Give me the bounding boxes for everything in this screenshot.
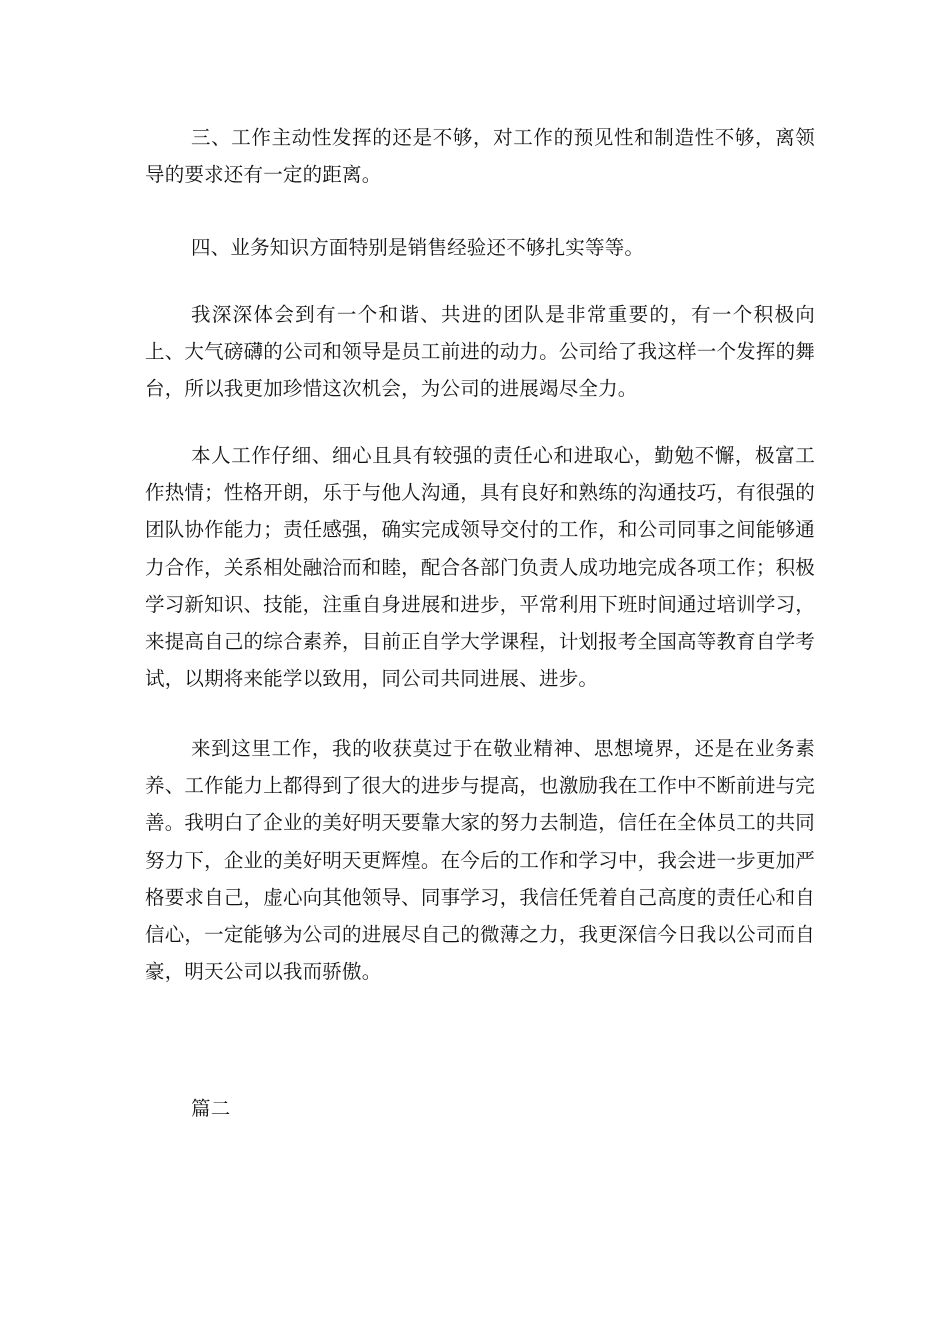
paragraph-business-knowledge: 四、业务知识方面特别是销售经验还不够扎实等等。 — [191, 236, 645, 259]
paragraph-self-assessment: 本人工作仔细、细心且具有较强的责任心和进取心，勤勉不懈，极富工作热情；性格开朗，乐于与他人沟通，具有良好和熟练的沟通技巧，有很强的团队协作能力；责任感强，确实完成领导交付的工作，和公司同事之间能够通力合作，关系相处融洽而和睦，配合各部门负责人成功地完成各项工作；积极学习新知识、技能，注重自身进展和进步，平常利用下班时间通过培训学习，来提高自己的综合素养，目前正自学大学课程，计划报考全国高等教育自学考试，以期将来能学以致用，同公司共同进展、进步。 — [145, 444, 815, 691]
paragraph-team-reflection: 我深深体会到有一个和谐、共进的团队是非常重要的，有一个积极向上、大气磅礴的公司和领导是员工前进的动力。公司给了我这样一个发挥的舞台，所以我更加珍惜这次机会，为公司的进展竭尽全力。 — [145, 303, 815, 401]
paragraph-work-initiative: 三、工作主动性发挥的还是不够，对工作的预见性和制造性不够，离领导的要求还有一定的距离。 — [145, 126, 815, 187]
section-heading: 篇二 — [191, 1097, 231, 1120]
paragraph-gains-and-outlook: 来到这里工作，我的收获莫过于在敬业精神、思想境界，还是在业务素养、工作能力上都得到了很大的进步与提高，也激励我在工作中不断前进与完善。我明白了企业的美好明天要靠大家的努力去制造，信任在全体员工的共同努力下，企业的美好明天更辉煌。在今后的工作和学习中，我会进一步更加严格要求自己，虚心向其他领导、同事学习，我信任凭着自己高度的责任心和自信心，一定能够为公司的进展尽自己的微薄之力，我更深信今日我以公司而自豪，明天公司以我而骄傲。 — [145, 737, 815, 984]
